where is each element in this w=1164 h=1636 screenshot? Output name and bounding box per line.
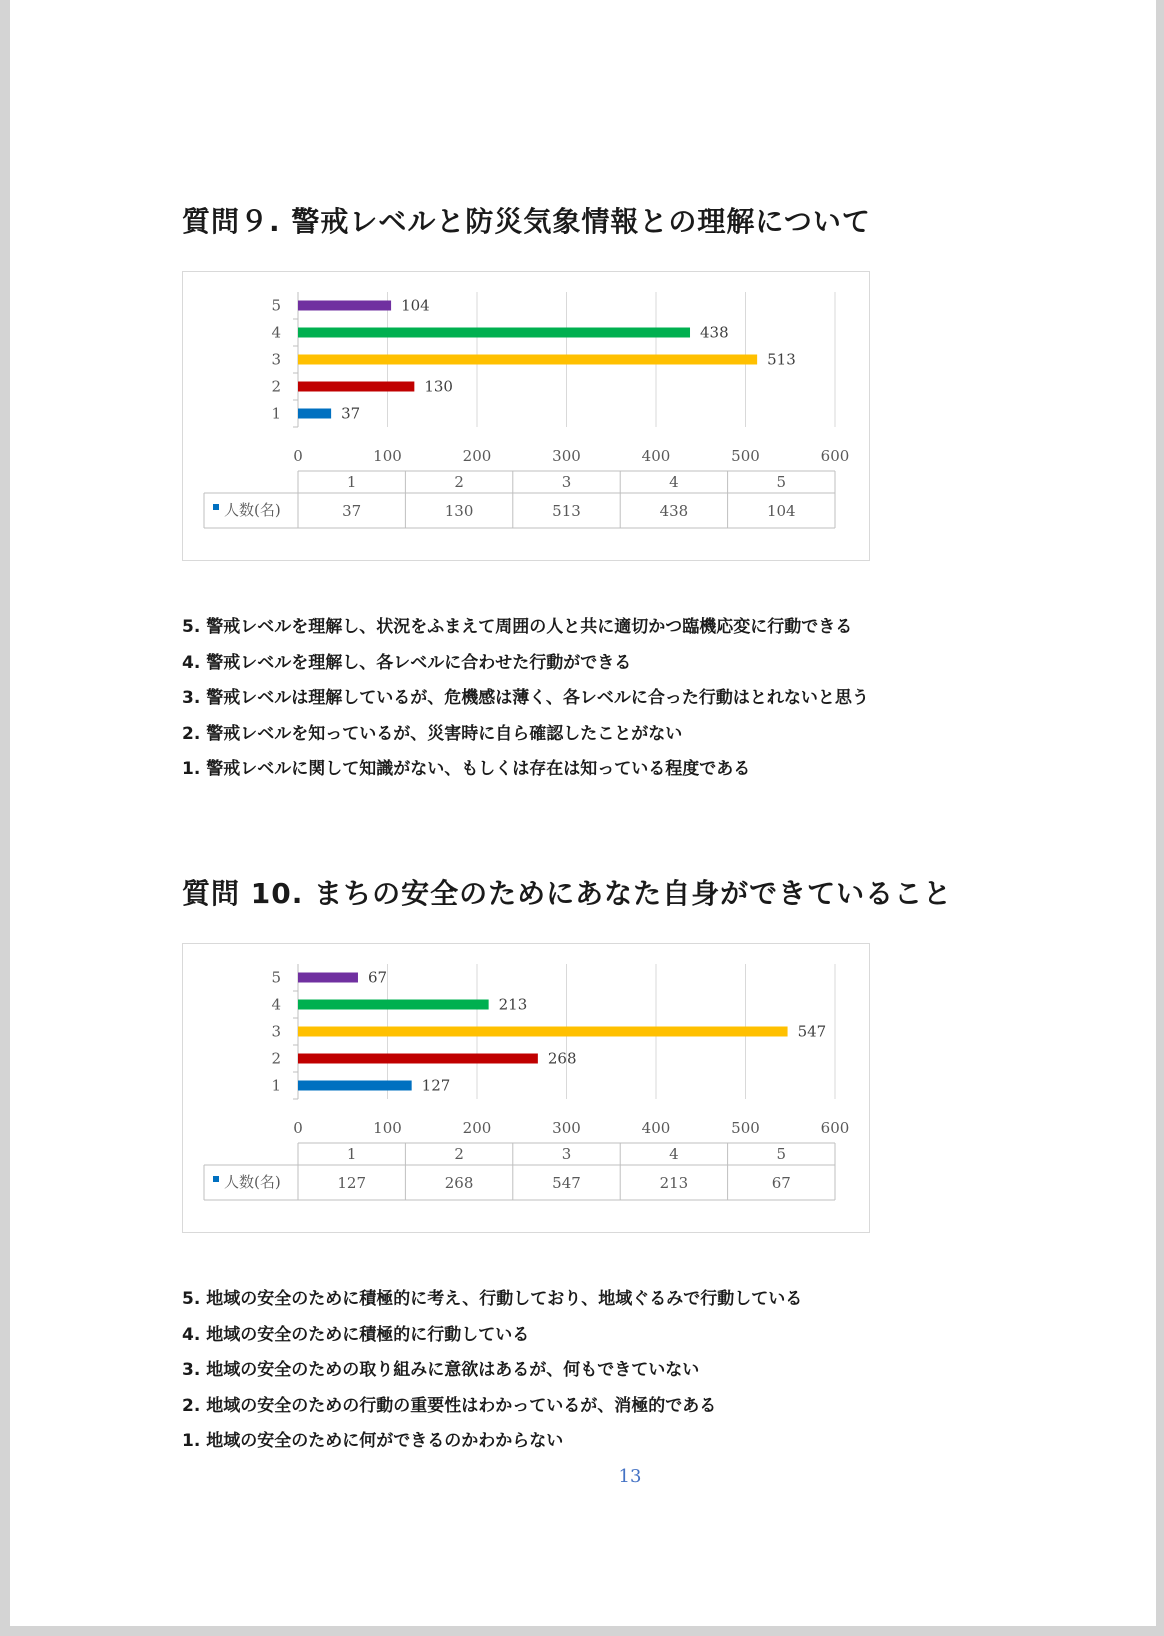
legend-marker xyxy=(213,1176,219,1182)
y-tick-label: 4 xyxy=(271,995,281,1014)
question-9-bar-chart-svg xyxy=(183,272,869,560)
data-label: 127 xyxy=(421,1076,451,1095)
option-4: 4. 警戒レベルを理解し、各レベルに合わせた行動ができる xyxy=(182,652,632,673)
legend-series-name: 人数(名) xyxy=(224,501,281,519)
document-page xyxy=(10,0,1156,1626)
table-value-cell: 213 xyxy=(659,1174,689,1192)
x-tick-label: 600 xyxy=(820,1119,850,1137)
option-3: 3. 警戒レベルは理解しているが、危機感は薄く、各レベルに合った行動はとれないと思う xyxy=(182,688,869,708)
table-value-cell: 547 xyxy=(552,1174,581,1192)
x-tick-label: 0 xyxy=(293,447,303,465)
x-tick-label: 300 xyxy=(552,1119,581,1137)
option-4: 4. 地域の安全のために積極的に行動している xyxy=(182,1324,530,1345)
data-label: 547 xyxy=(797,1022,827,1041)
table-header-cell: 1 xyxy=(346,473,357,491)
table-header-cell: 2 xyxy=(454,1145,464,1163)
question-10-options xyxy=(182,1282,802,1460)
table-value-cell: 127 xyxy=(337,1174,367,1192)
table-value-cell: 37 xyxy=(342,502,362,520)
x-tick-label: 500 xyxy=(731,447,760,465)
legend-marker xyxy=(213,504,219,510)
bar-category-3 xyxy=(298,1027,788,1037)
y-tick-label: 5 xyxy=(271,968,281,987)
option-5: 5. 警戒レベルを理解し、状況をふまえて周囲の人と共に適切かつ臨機応変に行動できる xyxy=(182,617,853,637)
x-tick-label: 300 xyxy=(552,447,581,465)
option-1: 1. 警戒レベルに関して知識がない、もしくは存在は知っている程度である xyxy=(182,759,751,779)
bar-category-5 xyxy=(298,301,391,311)
table-value-cell: 438 xyxy=(659,502,689,520)
data-label: 67 xyxy=(367,968,388,987)
question-10-bar-chart-svg xyxy=(183,944,869,1232)
table-header-cell: 5 xyxy=(776,473,787,491)
table-header-cell: 3 xyxy=(561,1145,572,1163)
table-header-cell: 1 xyxy=(346,1145,357,1163)
data-label: 104 xyxy=(401,296,430,315)
table-header-cell: 3 xyxy=(561,473,572,491)
bar-category-1 xyxy=(298,1081,412,1091)
y-tick-label: 3 xyxy=(271,1022,281,1041)
y-tick-label: 4 xyxy=(271,323,281,342)
question-10-chart xyxy=(182,943,870,1233)
bar-category-4 xyxy=(298,328,690,338)
x-tick-label: 400 xyxy=(641,1119,671,1137)
table-header-cell: 4 xyxy=(669,1145,679,1163)
data-label: 37 xyxy=(341,404,361,423)
question-9-chart xyxy=(182,271,870,561)
x-tick-label: 0 xyxy=(293,1119,303,1137)
x-tick-label: 100 xyxy=(373,447,402,465)
page-number: 13 xyxy=(618,1466,642,1487)
data-label: 438 xyxy=(700,323,729,342)
x-tick-label: 200 xyxy=(462,447,492,465)
data-label: 268 xyxy=(547,1049,577,1068)
bar-category-3 xyxy=(298,355,757,365)
option-1: 1. 地域の安全のために何ができるのかわからない xyxy=(182,1431,564,1451)
table-value-cell: 130 xyxy=(444,502,474,520)
table-header-cell: 4 xyxy=(669,473,679,491)
y-tick-label: 1 xyxy=(271,404,281,423)
table-header-cell: 2 xyxy=(454,473,464,491)
question-10-heading: 質問 10. まちの安全のためにあなた自身ができていること xyxy=(182,877,953,910)
bar-category-4 xyxy=(298,1000,489,1010)
question-9-heading: 質問９. 警戒レベルと防災気象情報との理解について xyxy=(182,205,871,238)
option-3: 3. 地域の安全のための取り組みに意欲はあるが、何もできていない xyxy=(182,1360,700,1380)
y-tick-label: 1 xyxy=(271,1076,281,1095)
table-value-cell: 104 xyxy=(766,502,796,520)
option-2: 2. 警戒レベルを知っているが、災害時に自ら確認したことがない xyxy=(182,723,683,744)
data-label: 130 xyxy=(424,377,453,396)
y-tick-label: 2 xyxy=(271,1049,281,1068)
data-label: 213 xyxy=(498,995,528,1014)
bar-category-1 xyxy=(298,409,331,419)
bar-category-2 xyxy=(298,1054,538,1064)
y-tick-label: 5 xyxy=(271,296,281,315)
table-header-cell: 5 xyxy=(776,1145,787,1163)
x-tick-label: 200 xyxy=(462,1119,492,1137)
x-tick-label: 400 xyxy=(641,447,671,465)
option-2: 2. 地域の安全のための行動の重要性はわかっているが、消極的である xyxy=(182,1395,717,1416)
bar-category-5 xyxy=(298,973,358,983)
y-tick-label: 2 xyxy=(271,377,281,396)
data-label: 513 xyxy=(767,350,796,369)
bar-category-2 xyxy=(298,382,414,392)
question-9-options xyxy=(182,610,869,788)
x-tick-label: 600 xyxy=(820,447,850,465)
table-value-cell: 513 xyxy=(552,502,581,520)
legend-series-name: 人数(名) xyxy=(224,1173,281,1191)
x-tick-label: 100 xyxy=(373,1119,402,1137)
option-5: 5. 地域の安全のために積極的に考え、行動しており、地域ぐるみで行動している xyxy=(182,1289,803,1309)
table-value-cell: 268 xyxy=(444,1174,474,1192)
table-value-cell: 67 xyxy=(771,1174,791,1192)
y-tick-label: 3 xyxy=(271,350,281,369)
x-tick-label: 500 xyxy=(731,1119,760,1137)
